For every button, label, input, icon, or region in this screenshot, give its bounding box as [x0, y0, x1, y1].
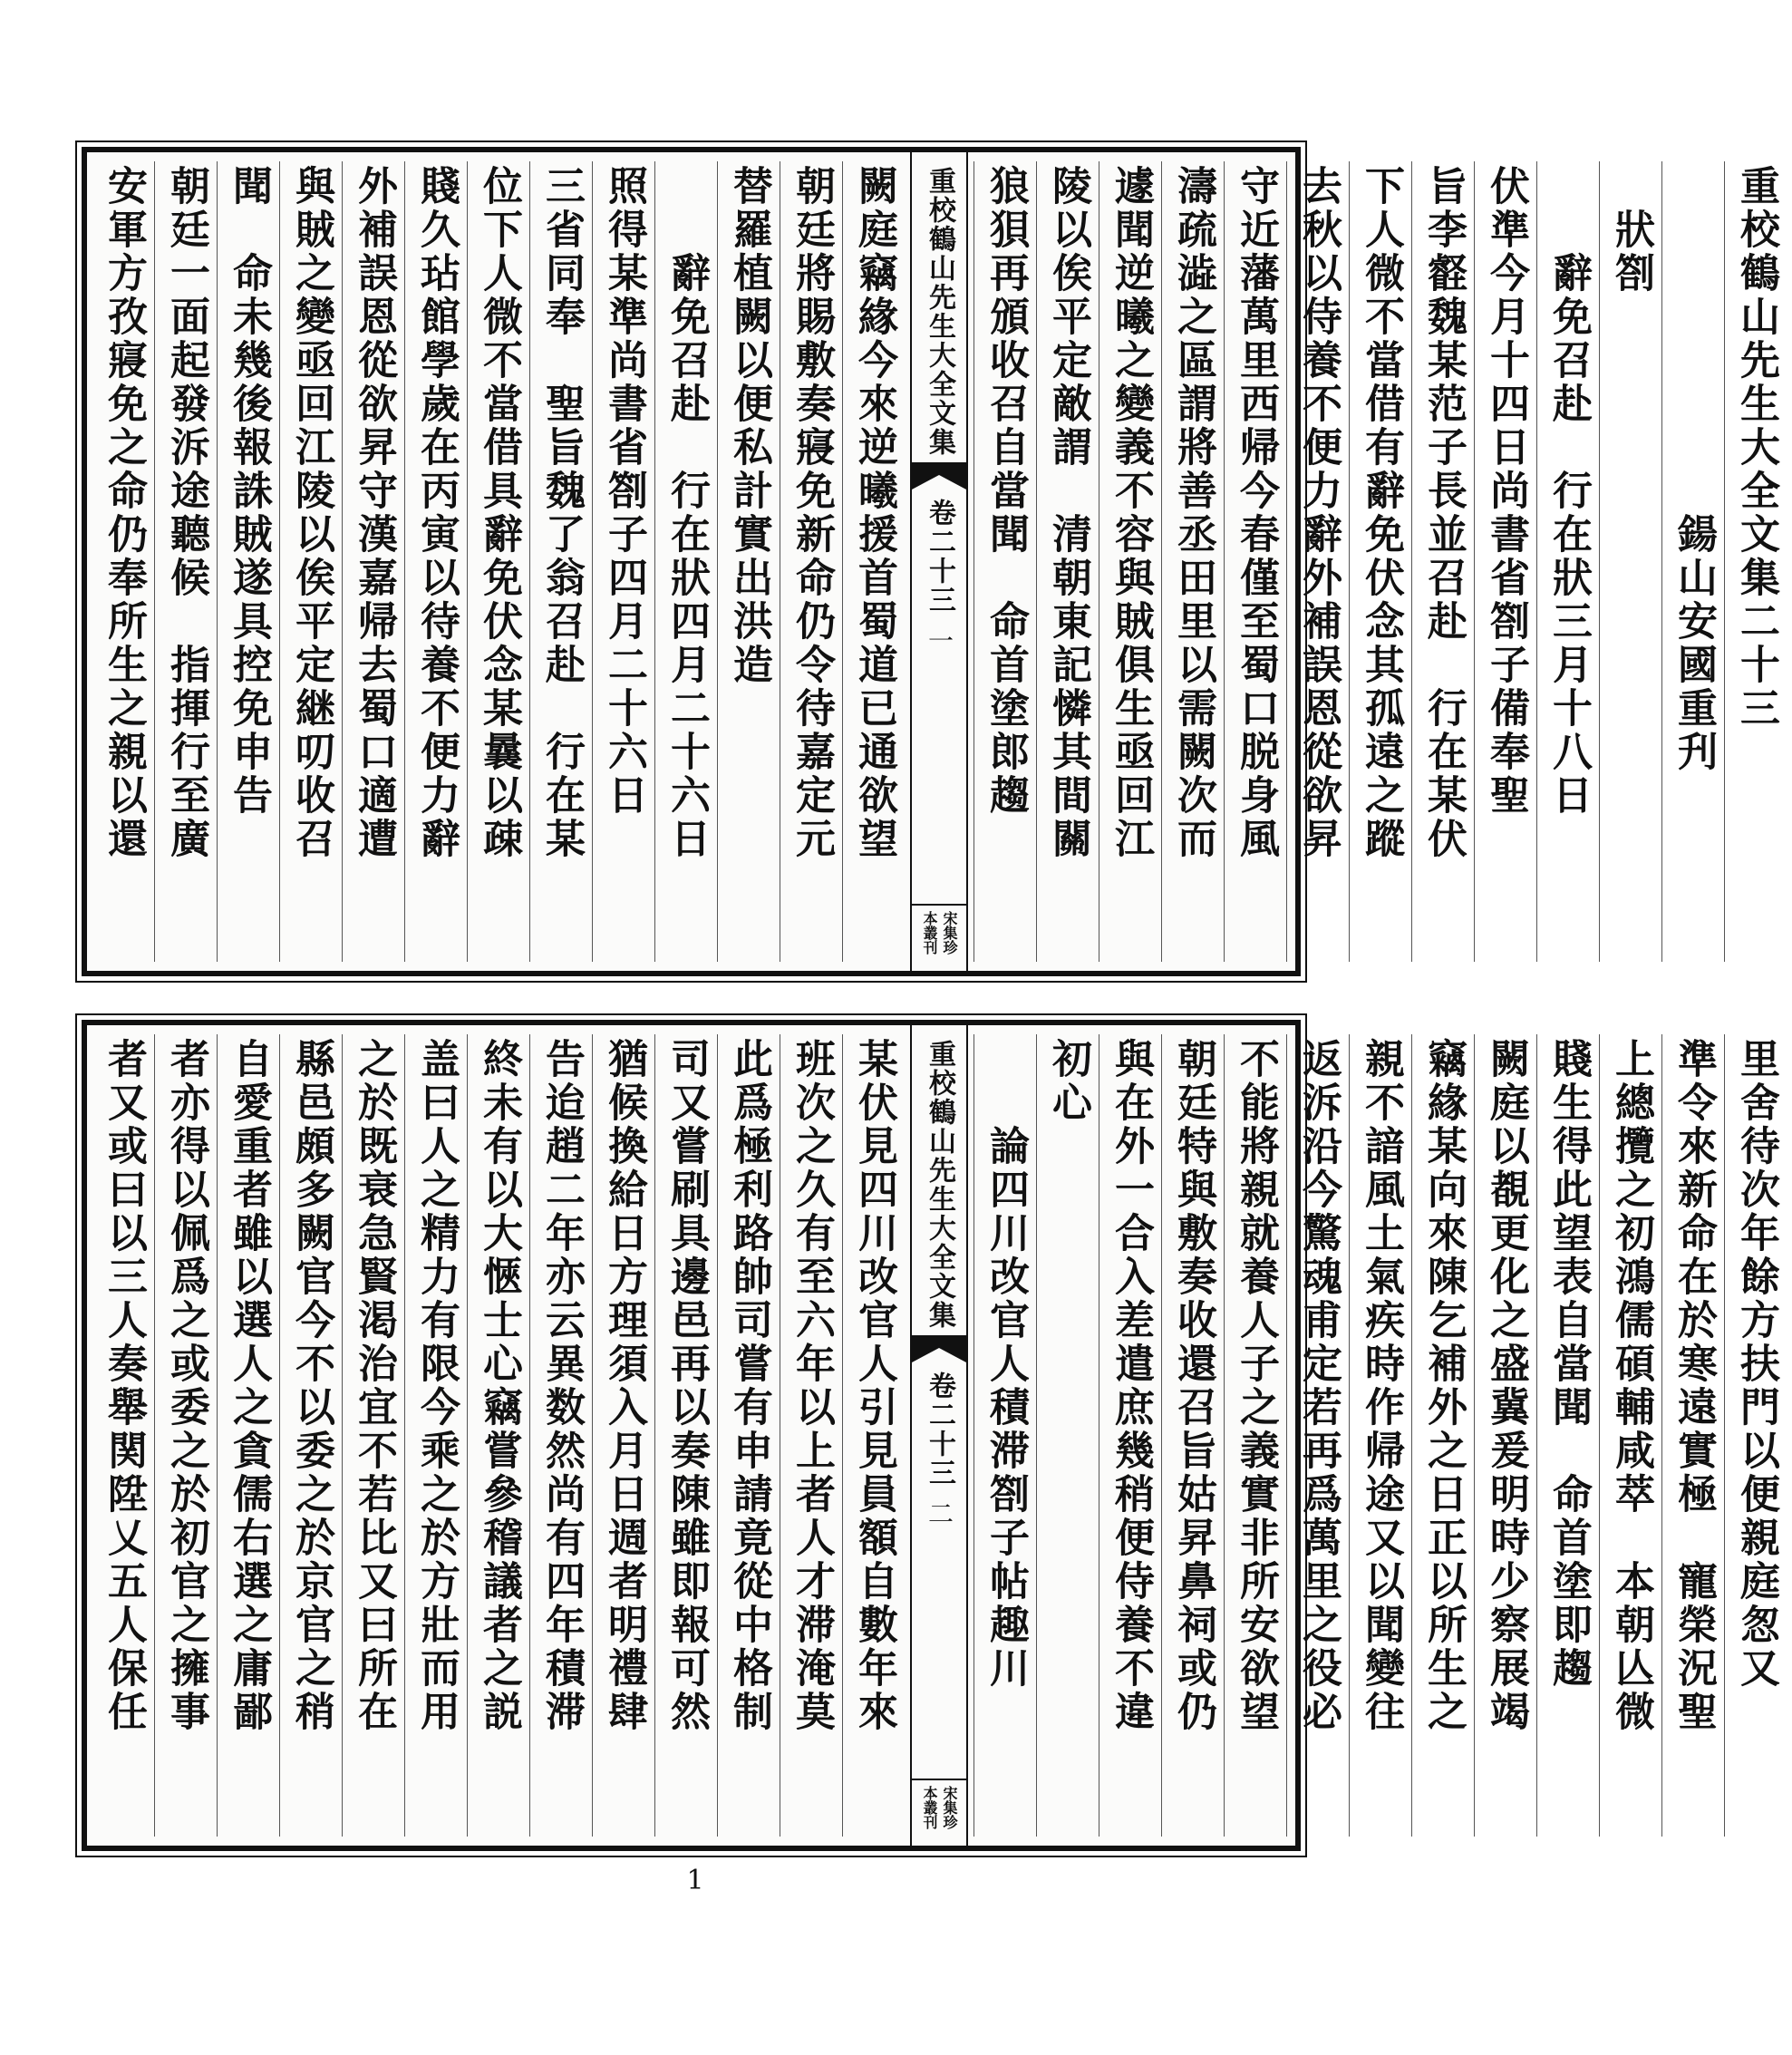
text-column: 下人微不當借有辭免伏念其孤遠之蹤 [1349, 161, 1411, 962]
text-column: 狼狽再頒收召自當聞 命首塗郎趨 [973, 161, 1036, 962]
fish-tail-icon [912, 462, 966, 493]
text-column: 與賊之變亟回江陵以俟平定継叨收召 [279, 161, 342, 962]
text-column: 賤久玷館學歲在丙寅以待養不便力辭 [404, 161, 467, 962]
text-column: 司又嘗刷具邊邑再以奏陳雖即報可然 [654, 1034, 717, 1837]
center-volume: 卷二十三 [924, 499, 955, 615]
fish-tail-icon [912, 1335, 966, 1366]
top-page [82, 147, 1779, 976]
text-column: 去秋以侍養不便力辭外補誤恩從欲昇 [1286, 161, 1349, 962]
text-column: 外補誤恩從欲昇守漢嘉帰去蜀口適遭 [342, 161, 404, 962]
leaf-number: 一 [925, 627, 954, 653]
text-column: 辭免召赴 行在狀三月十八日 [1536, 161, 1599, 962]
imprint-line: 宋集珍 [941, 911, 958, 955]
bottom-left-half [87, 1025, 910, 1846]
text-column: 三省同奉 聖旨魏了翁召赴 行在某 [529, 161, 592, 962]
center-fold [910, 152, 968, 971]
text-column: 者亦得以佩爲之或委之於初官之擁事 [154, 1034, 217, 1837]
text-column: 替羅植闕以便私計實出洪造 [717, 161, 780, 962]
text-column: 濤疏澁之區謂將善丞田里以需闕次而 [1161, 161, 1224, 962]
text-column: 某伏見四川改官人引見員額自數年來 [842, 1034, 905, 1837]
imprint-line: 本叢刊 [921, 1786, 938, 1829]
text-column: 鍚山安國重刋 [1661, 161, 1724, 962]
imprint-box [912, 1779, 966, 1846]
text-column: 闕庭竊緣今來逆曦援首蜀道已通欲望 [842, 161, 905, 962]
text-column: 闕庭以覩更化之盛冀爰明時少察展竭 [1474, 1034, 1536, 1837]
text-column: 猶候換給日方理須入月日週者明禮肆 [592, 1034, 654, 1837]
text-column: 竊緣某向來陳乞補外之日正以所生之 [1411, 1034, 1474, 1837]
text-column: 之於既衰急賢渇治宜不若比又曰所在 [342, 1034, 404, 1837]
bottom-right-half [968, 1025, 1792, 1846]
text-column: 聞 命未幾後報誅賊遂具控免申告 [217, 161, 279, 962]
text-column: 旨李壡魏某范子長並召赴 行在某伏 [1411, 161, 1474, 962]
text-column: 安軍方孜寢免之命仍奉所生之親以還 [101, 165, 147, 861]
bottom-page [82, 1020, 1779, 1851]
text-column: 賤生得此望表自當聞 命首塗即趨 [1536, 1034, 1599, 1837]
text-column: 不能將親就養人子之義實非所安欲望 [1224, 1034, 1286, 1837]
text-column: 者又或曰以三人奏舉関陞乂五人保任 [101, 1038, 147, 1734]
imprint-line: 宋集珍 [941, 1786, 958, 1829]
folio-number: 1 [686, 1865, 704, 1896]
imprint-box [912, 904, 966, 971]
text-column: 朝廷一面起發泝途聽候 指揮行至廣 [154, 161, 217, 962]
center-title: 重校鶴山先生大全文集 [924, 167, 955, 457]
text-column: 上總攬之初鴻儒碩輔咸萃 本朝亾微 [1599, 1034, 1661, 1837]
text-column: 此爲極利路帥司嘗有申請竟從中格制 [717, 1034, 780, 1837]
text-column: 伏準今月十四日尚書省劄子備奉聖 [1474, 161, 1536, 962]
imprint-line: 本叢刊 [921, 911, 938, 955]
text-column: 自愛重者雖以選人之貪儒右選之庸鄙 [217, 1034, 279, 1837]
text-column: 終未有以大愜士心竊嘗參稽議者之説 [467, 1034, 529, 1837]
text-column: 朝廷將賜敷奏寢免新命仍令待嘉定元 [780, 161, 842, 962]
text-column: 重校鶴山先生大全文集二十三 [1724, 161, 1787, 962]
center-fold [910, 1025, 968, 1846]
text-column: 陵以俟平定敵謂 清朝東記憐其間關 [1036, 161, 1099, 962]
text-column: 辭免召赴 行在狀四月二十六日 [654, 161, 717, 962]
text-column: 朝廷特與敷奏收還召旨姑昇鼻祠或仍 [1161, 1034, 1224, 1837]
text-column: 縣邑頗多闕官今不以委之於京官之稍 [279, 1034, 342, 1837]
text-column: 里舍待次年餘方扶門以便親庭怱又 [1724, 1034, 1787, 1837]
text-column: 與在外一合入差遣庶幾稍便侍養不違 [1099, 1034, 1161, 1837]
text-column: 位下人微不當借具辭免伏念某曩以疎 [467, 161, 529, 962]
leaf-number: 二 [925, 1500, 954, 1526]
text-column: 返泝沿今驚魂甫定若再爲萬里之役必 [1286, 1034, 1349, 1837]
text-column: 狀劄 [1599, 161, 1661, 962]
center-volume: 卷二十三 [924, 1372, 955, 1488]
text-column: 初心 [1036, 1034, 1099, 1837]
text-column: 班次之久有至六年以上者人才滞淹莫 [780, 1034, 842, 1837]
text-column: 親不諳風土氣疾時作帰途又以聞變往 [1349, 1034, 1411, 1837]
text-column: 照得某準尚書省劄子四月二十六日 [592, 161, 654, 962]
top-right-half [968, 152, 1792, 971]
text-column: 告迨趙二年亦云異数然尚有四年積滞 [529, 1034, 592, 1837]
text-column: 準令來新命在於寒遠實極 寵榮況聖 [1661, 1034, 1724, 1837]
text-column: 論四川改官人積滞劄子帖趣川 [973, 1034, 1036, 1837]
text-column: 遽聞逆曦之變義不容與賊俱生亟回江 [1099, 161, 1161, 962]
top-left-half [87, 152, 910, 971]
center-title: 重校鶴山先生大全文集 [924, 1040, 955, 1330]
text-column: 守近藩萬里西帰今春僅至蜀口脱身風 [1224, 161, 1286, 962]
text-column: 盖曰人之精力有限今乘之於方壯而用 [404, 1034, 467, 1837]
